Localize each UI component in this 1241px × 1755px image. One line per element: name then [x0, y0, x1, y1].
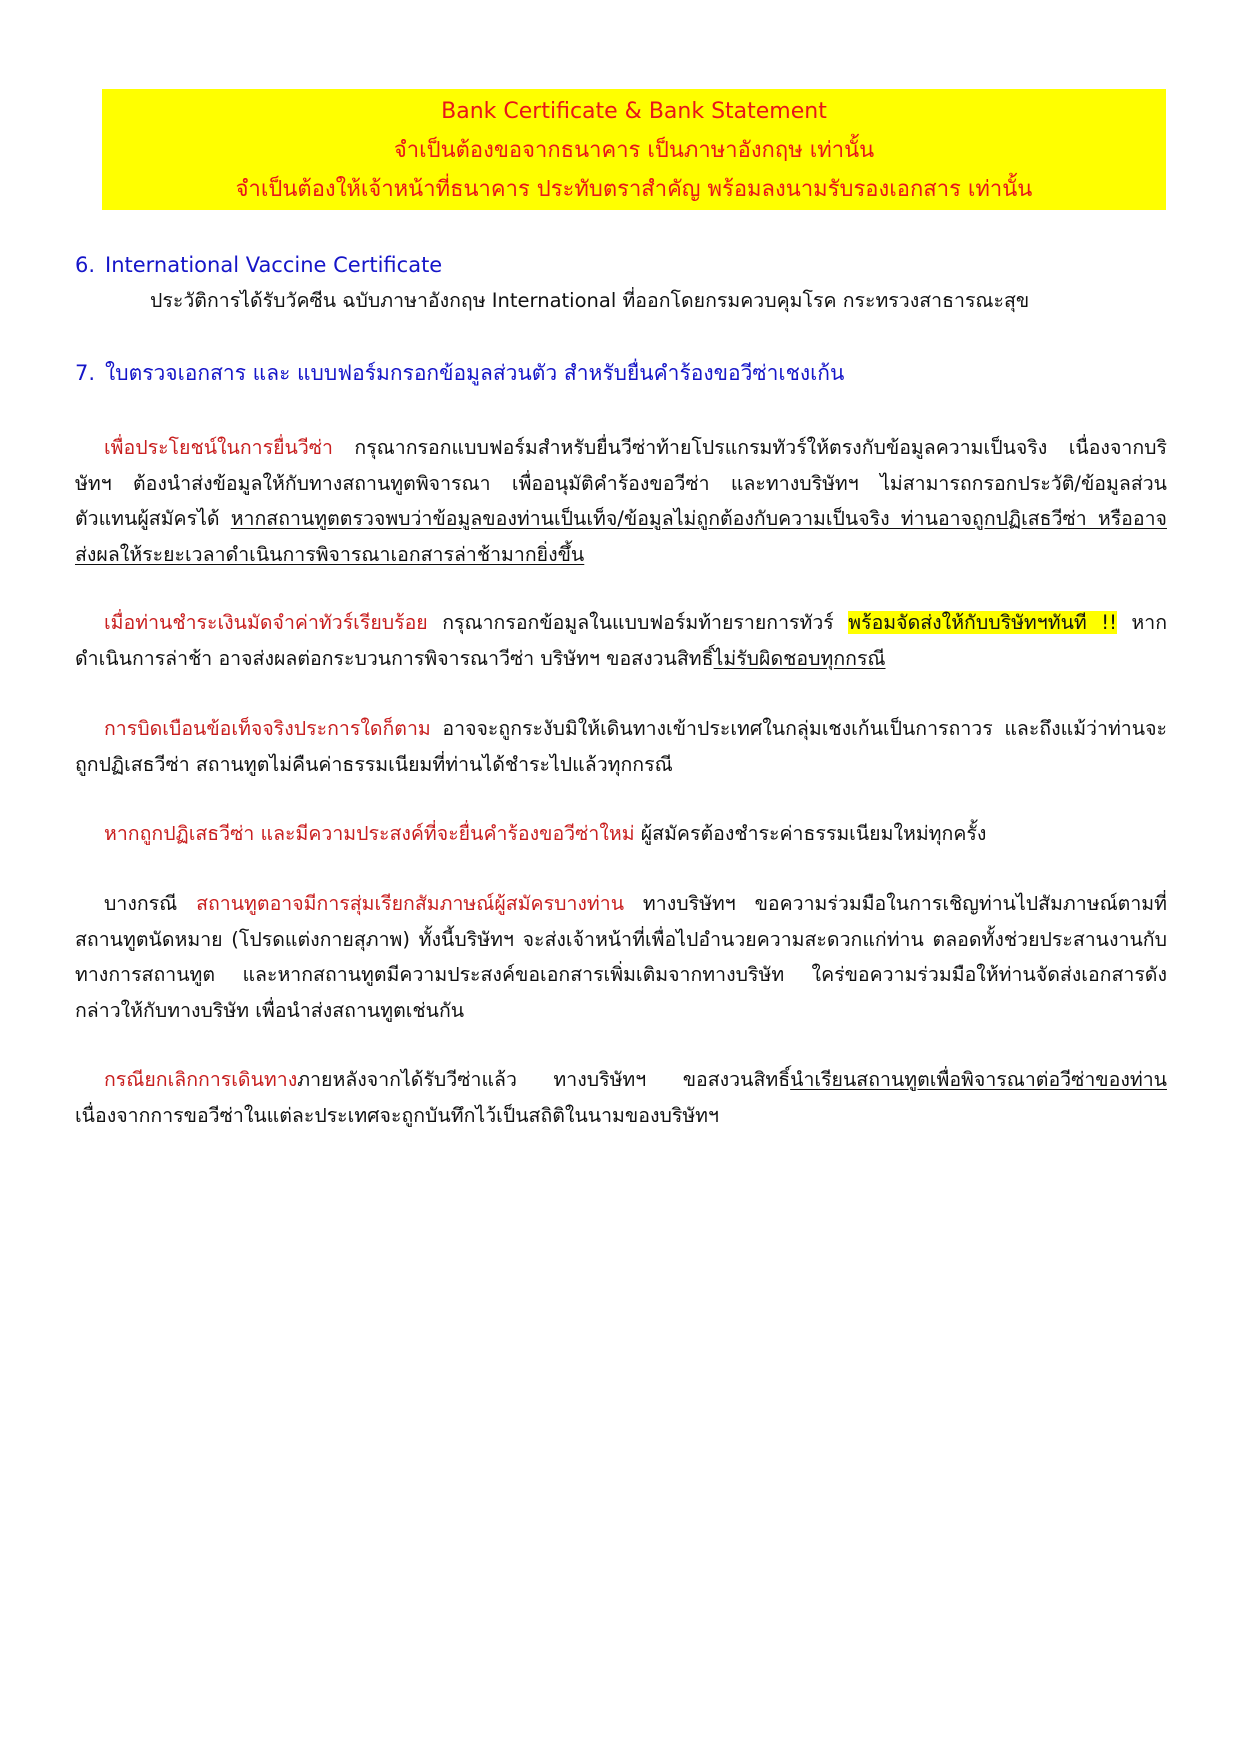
section-7-heading: [75, 358, 844, 388]
section-6-heading: [75, 250, 442, 280]
section-7-number: 7.: [75, 361, 96, 385]
paragraph-highlighted: พร้อมจัดส่งให้กับบริษัทฯทันที !!: [848, 611, 1117, 634]
section-6-description: ประวัติการได้รับวัคซีน ฉบับภาษาอังกฤษ International ที่ออกโดยกรมควบคุมโรค กระทรวงสาธารณะสุข: [150, 289, 1030, 312]
paragraph-text: ผู้สมัครต้องชำระค่าธรรมเนียมใหม่ทุกครั้ง: [634, 822, 987, 845]
paragraph-text: ทางบริษัทฯ ขอความร่วมมือในการเชิญท่านไปสัมภาษณ์ตามที่สถานทูตนัดหมาย (โปรดแต่งกายสุภาพ) ทั้งนี้บริษัทฯ จะส่งเจ้าหน้าที่เพื่อไปอำนวยความสะดวกแก่ท่าน ตลอดทั้งช่วยประสานงานกับทางการสถานทูต และหากสถานทูตมีความประสงค์ขอเอกสารเพิ่มเติมจากทางบริษัท ใคร่ขอความร่วมมือให้ท่านจัดส่งเอกสารดังกล่าวให้กับทางบริษัท เพื่อนำส่งสถานทูตเช่นกัน: [75, 892, 1167, 1022]
section-7-title: ใบตรวจเอกสาร และ แบบฟอร์มกรอกข้อมูลส่วนตัว สำหรับยื่นคำร้องขอวีซ่าเชงเก้น: [105, 361, 845, 385]
bank-notice-box: [102, 89, 1166, 210]
paragraph-lead: หากถูกปฏิเสธวีซ่า และมีความประสงค์ที่จะยื่นคำร้องขอวีซ่าใหม่: [104, 822, 635, 845]
paragraph-underlined: หากสถานทูตตรวจพบว่าข้อมูลของท่านเป็นเท็จ/ข้อมูลไม่ถูกต้องกับความเป็นจริง ท่านอาจถูกปฏิเสธวีซ่า หรืออาจส่งผลให้ระยะเวลาดำเนินการพิจารณาเอกสารล่าช้ามากยิ่งขึ้น: [75, 507, 1167, 566]
paragraph-lead: เพื่อประโยชน์ในการยื่นวีซ่า: [104, 436, 333, 459]
paragraph-underlined: ไม่รับผิดชอบทุกกรณี: [713, 646, 886, 670]
paragraph-text: อาจจะถูกระงับมิให้เดินทางเข้าประเทศในกลุ่มเชงเก้นเป็นการถาวร และถึงแม้ว่าท่านจะถูกปฏิเสธวีซ่า สถานทูตไม่คืนค่าธรรมเนียมที่ท่านได้ชำระไปแล้วทุกกรณี: [75, 717, 1167, 776]
section-6-number: 6.: [75, 253, 96, 277]
paragraph-visa-refused: [75, 816, 1167, 852]
notice-line-1: Bank Certificate & Bank Statement: [441, 99, 827, 124]
notice-line-2: จำเป็นต้องขอจากธนาคาร เป็นภาษาอังกฤษ เท่านั้น: [393, 138, 875, 163]
paragraph-lead: การบิดเบือนข้อเท็จจริงประการใดก็ตาม: [104, 717, 431, 740]
notice-line-3: จำเป็นต้องให้เจ้าหน้าที่ธนาคาร ประทับตราสำคัญ พร้อมลงนามรับรองเอกสาร เท่านั้น: [235, 177, 1033, 202]
paragraph-visa-benefit: [75, 430, 1167, 572]
paragraph-text-2: เนื่องจากการขอวีซ่าในแต่ละประเทศจะถูกบันทึกไว้เป็นสถิติในนามของบริษัทฯ: [75, 1103, 719, 1127]
paragraph-text-2: หากดำเนินการล่าช้า อาจส่งผลต่อกระบวนการพิจารณาวีซ่า บริษัทฯ ขอสงวนสิทธิ์: [75, 611, 1167, 670]
paragraph-text: กรุณากรอกแบบฟอร์มสำหรับยื่นวีซ่าท้ายโปรแกรมทัวร์ให้ตรงกับข้อมูลความเป็นจริง เนื่องจากบริษัทฯ ต้องนำส่งข้อมูลให้กับทางสถานทูตพิจารณา เพื่ออนุมัติคำร้องขอวีซ่า และทางบริษัทฯ ไม่สามารถกรอกประวัติ/ข้อมูลส่วนตัวแทนผู้สมัครได้: [75, 436, 1167, 530]
paragraph-interview: [75, 886, 1167, 1028]
paragraph-lead: สถานทูตอาจมีการสุ่มเรียกสัมภาษณ์ผู้สมัครบางท่าน: [196, 892, 625, 915]
paragraph-underlined: นำเรียนสถานทูตเพื่อพิจารณาต่อวีซ่าของท่าน: [790, 1068, 1167, 1091]
paragraph-deposit: [75, 605, 1167, 676]
paragraph-misrepresentation: [75, 711, 1167, 782]
paragraph-text: กรุณากรอกข้อมูลในแบบฟอร์มท้ายรายการทัวร์: [427, 611, 849, 634]
paragraph-lead: เมื่อท่านชำระเงินมัดจำค่าทัวร์เรียบร้อย: [104, 611, 428, 634]
paragraph-cancellation: [75, 1062, 1167, 1133]
paragraph-text: ภายหลังจากได้รับวีซ่าแล้ว ทางบริษัทฯ ขอสงวนสิทธิ์: [297, 1068, 791, 1091]
section-6-title: International Vaccine Certificate: [105, 253, 443, 277]
paragraph-prefix: บางกรณี: [104, 892, 197, 915]
paragraph-lead: กรณียกเลิกการเดินทาง: [104, 1068, 298, 1091]
